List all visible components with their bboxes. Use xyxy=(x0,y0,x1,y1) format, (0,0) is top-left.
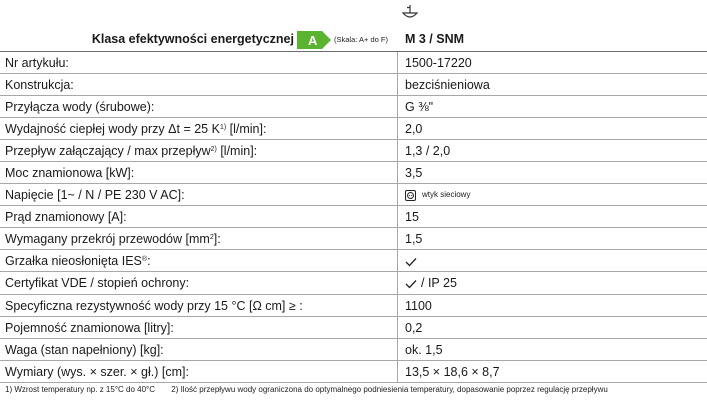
row-label: Wymiary (wys. × szer. × gł.) [cm]: xyxy=(5,364,189,379)
column-divider xyxy=(397,162,398,184)
row-value: 3,5 xyxy=(405,166,423,181)
row-value: / IP 25 xyxy=(405,276,457,290)
energy-class-value: A xyxy=(308,33,318,48)
table-row xyxy=(0,140,707,162)
checkmark-icon xyxy=(405,276,417,290)
energy-class-scale: (Skala: A+ do F) xyxy=(334,35,388,44)
row-value: 1500-17220 xyxy=(405,56,472,70)
spec-rows xyxy=(0,52,707,383)
table-row xyxy=(0,52,707,74)
row-label: Grzałka nieosłonięta IES®: xyxy=(5,254,151,269)
energy-class-label: Klasa efektywności energetycznej xyxy=(91,32,294,46)
column-divider xyxy=(397,272,398,294)
row-value: bezciśnieniowa xyxy=(405,78,490,93)
column-divider xyxy=(397,96,398,118)
row-label: Konstrukcja: xyxy=(5,78,74,93)
column-divider xyxy=(397,317,398,339)
row-value xyxy=(405,254,417,268)
row-label: Moc znamionowa [kW]: xyxy=(5,166,135,181)
column-divider xyxy=(397,250,398,272)
row-value: 0,2 xyxy=(405,320,423,335)
column-divider xyxy=(397,339,398,361)
row-value: 13,5 × 18,6 × 8,7 xyxy=(405,364,500,379)
column-divider xyxy=(397,295,398,317)
footnote-2: 2) Ilość przepływu wody ograniczona do optymalnego podniesienia temperatury, dopasowanie poprzez regulację przepływu xyxy=(171,385,608,394)
row-label: Wydajność ciepłej wody przy Δt = 25 $K^{1)}$ [l/min]: xyxy=(5,122,267,137)
row-label: Napięcie [1~ / N / PE 230 V AC]: xyxy=(5,188,185,203)
footnotes xyxy=(5,385,608,394)
plug-icon xyxy=(405,188,416,202)
row-value: G ⅜" xyxy=(405,100,434,115)
table-header xyxy=(0,29,707,51)
row-label: Prąd znamionowy [A]: xyxy=(5,210,127,225)
row-value: 2,0 xyxy=(405,122,423,137)
row-label: Wymagany przekrój przewodów $[mm^2]$: xyxy=(5,232,221,247)
column-divider xyxy=(397,118,398,140)
table-row xyxy=(0,74,707,96)
table-row xyxy=(0,295,707,317)
table-row xyxy=(0,184,707,206)
column-divider xyxy=(397,74,398,96)
sink-faucet-icon xyxy=(401,4,421,24)
table-row xyxy=(0,118,707,140)
table-row xyxy=(0,339,707,361)
row-value: 1,5 xyxy=(405,232,423,247)
table-row xyxy=(0,162,707,184)
table-row xyxy=(0,96,707,118)
column-divider xyxy=(397,52,398,74)
row-value: 1100 xyxy=(405,298,432,313)
table-row xyxy=(0,361,707,383)
column-divider xyxy=(397,228,398,250)
column-divider xyxy=(397,140,398,162)
row-value: ok. 1,5 xyxy=(405,342,443,357)
row-label: Specyficzna rezystywność wody przy 15 °C [Ω cm] ≥ : xyxy=(5,298,303,313)
row-label: Przepływ załączający / max przepływ$^{2)}$ [l/min]: xyxy=(5,144,258,159)
row-value: 1,3 / 2,0 xyxy=(405,144,451,159)
table-row xyxy=(0,317,707,339)
energy-class-badge xyxy=(297,31,331,49)
row-label: Pojemność znamionowa [litry]: xyxy=(5,320,174,335)
row-value: wtyk sieciowy xyxy=(405,188,470,202)
column-divider xyxy=(397,184,398,206)
table-row xyxy=(0,228,707,250)
footnote-1: 1) Wzrost temperatury np. z 15°C do 40°C xyxy=(5,385,156,394)
row-label: Przyłącza wody (śrubowe): xyxy=(5,100,155,115)
table-row xyxy=(0,272,707,294)
column-divider xyxy=(397,361,398,383)
row-label: Certyfikat VDE / stopień ochrony: xyxy=(5,276,190,291)
table-row xyxy=(0,250,707,272)
row-value: 15 xyxy=(405,210,419,225)
table-row xyxy=(0,206,707,228)
model-name: M 3 / SNM xyxy=(405,32,465,46)
row-label: Nr artykułu: xyxy=(5,56,69,70)
column-divider xyxy=(397,206,398,228)
checkmark-icon xyxy=(405,254,417,268)
row-label: Waga (stan napełniony) [kg]: xyxy=(5,342,164,357)
